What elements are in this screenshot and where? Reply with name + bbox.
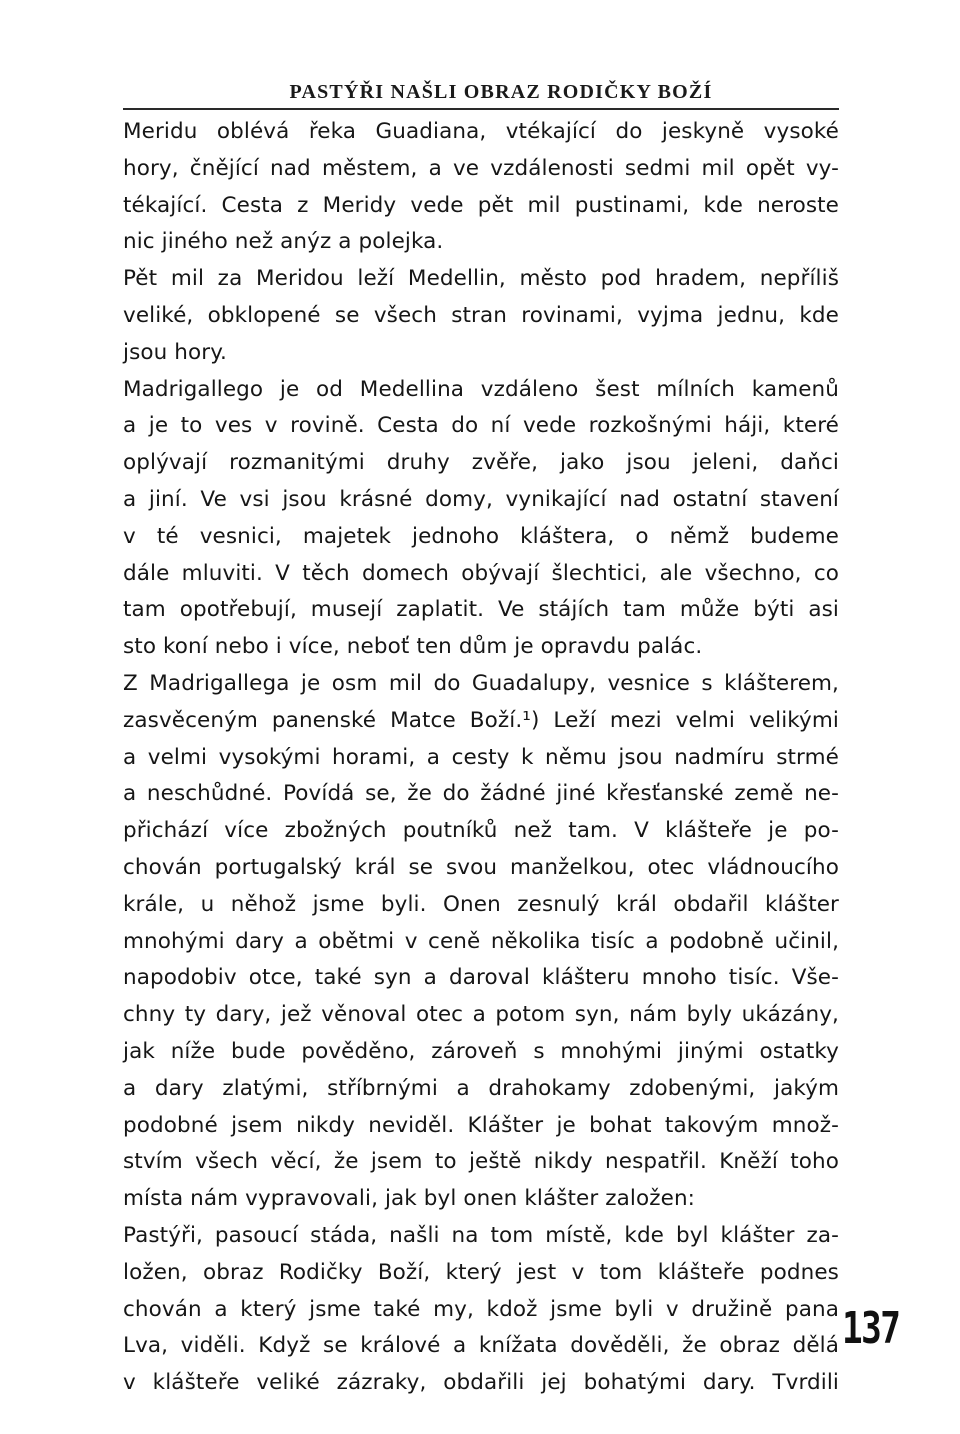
text-line: podobné jsem nikdy neviděl. Klášter je bohat takovým množ- — [123, 1112, 839, 1138]
text-line: sto koní nebo i více, neboť ten dům je opravdu palác. — [123, 634, 703, 660]
text-line: Madrigallego je od Medellina vzdáleno šest mílních kamenů — [123, 376, 839, 402]
text-line: nic jiného než anýz a polejka. — [123, 229, 444, 255]
page-content — [123, 78, 839, 1402]
text-line: ložen, obraz Rodičky Boží, který jest v tom klášteře podnes — [123, 1259, 839, 1285]
text-line: Lva, viděli. Když se králové a knížata dověděli, že obraz dělá — [123, 1333, 839, 1359]
text-line: chny ty dary, jež věnoval otec a potom syn, nám byly ukázány, — [123, 1002, 839, 1028]
text-line: a jiní. Ve vsi jsou krásné domy, vynikající nad ostatní stavení — [123, 486, 839, 512]
header-rule — [123, 108, 839, 110]
text-line: a neschůdné. Povídá se, že do žádné jiné křesťanské země ne- — [123, 781, 839, 807]
text-line: a velmi vysokými horami, a cesty k němu jsou nadmíru strmé — [123, 744, 839, 770]
text-line: přichází více zbožných poutníků než tam. V klášteře je po- — [123, 818, 839, 844]
text-line: chován portugalský král se svou manželkou, otec vládnoucího — [123, 854, 839, 880]
text-line: napodobiv otce, také syn a daroval klášteru mnoho tisíc. Vše- — [123, 965, 839, 991]
text-line: Pastýři, pasoucí stáda, našli na tom místě, kde byl klášter za- — [123, 1222, 839, 1248]
running-head: PASTÝŘI NAŠLI OBRAZ RODIČKY BOŽÍ — [289, 81, 713, 103]
text-line: Meridu oblévá řeka Guadiana, vtékající do jeskyně vysoké — [123, 119, 839, 144]
text-line: Z Madrigallega je osm mil do Guadalupy, vesnice s klášterem, — [123, 670, 839, 696]
text-line: jak níže bude pověděno, zároveň s mnohými jinými ostatky — [123, 1038, 839, 1064]
body-text — [123, 114, 839, 1402]
text-line: jsou hory. — [123, 339, 227, 365]
text-line: tam opotřebují, musejí zaplatit. Ve stájích tam může býti asi — [123, 597, 839, 623]
text-line: Pět mil za Meridou leží Medellin, město pod hradem, nepříliš — [123, 266, 839, 292]
text-line: veliké, obklopené se všech stran rovinami, vyjma jednu, kde — [123, 302, 839, 328]
text-line: chován a který jsme také my, kdož jsme byli v družině pana — [123, 1296, 839, 1322]
text-line: mnohými dary a obětmi v ceně několika tisíc a podobně učinil, — [123, 928, 839, 954]
text-line: místa nám vypravovali, jak byl onen klášter založen: — [123, 1186, 696, 1212]
text-line: zasvěceným panenské Matce Boží.¹) Leží mezi velmi velikými — [123, 707, 839, 733]
text-line: dále mluviti. V těch domech obývají šlechtici, ale všechno, co — [123, 560, 839, 586]
text-line: a dary zlatými, stříbrnými a drahokamy zdobenými, jakým — [123, 1075, 839, 1101]
text-line: a je to ves v rovině. Cesta do ní vede rozkošnými háji, které — [123, 413, 839, 439]
text-line: oplývají rozmanitými druhy zvěře, jako jsou jeleni, daňci — [123, 450, 839, 476]
text-line: v klášteře veliké zázraky, obdařili jej bohatými dary. Tvrdili — [123, 1370, 839, 1396]
text-line: hory, čnějící nad městem, a ve vzdálenosti sedmi mil opět vy- — [123, 155, 839, 181]
text-line: krále, u něhož jsme byli. Onen zesnulý král obdařil klášter — [123, 891, 839, 917]
text-line: tékající. Cesta z Meridy vede pět mil pustinami, kde neroste — [123, 192, 839, 218]
page-number: 137 — [842, 1303, 900, 1354]
text-line: stvím všech věcí, že jsem to ještě nikdy nespatřil. Kněží toho — [123, 1149, 839, 1175]
text-line: v té vesnici, majetek jednoho kláštera, o němž budeme — [123, 523, 839, 549]
